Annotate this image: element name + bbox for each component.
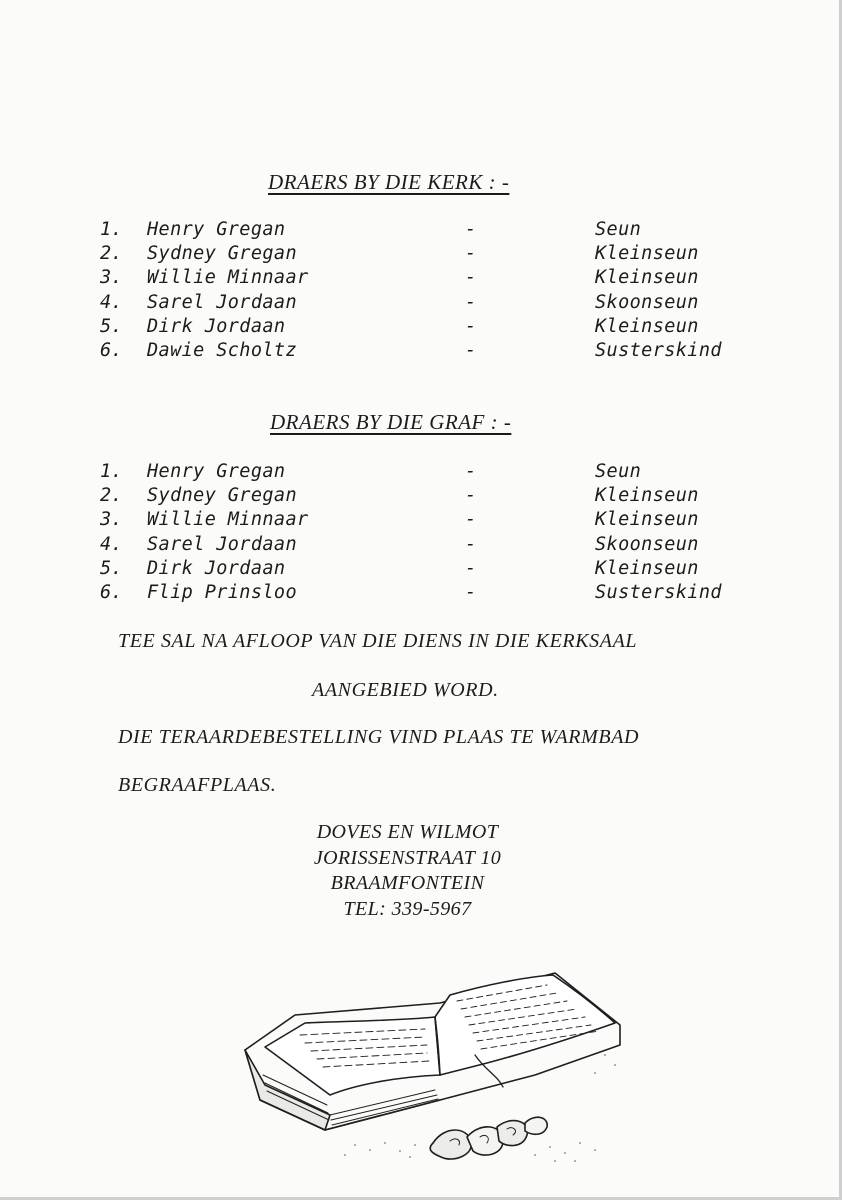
row-number: 2. xyxy=(100,485,123,507)
grave-bearer-row xyxy=(100,533,760,557)
bearer-name: Dawie Scholtz xyxy=(147,339,297,361)
row-number: 5. xyxy=(100,315,123,337)
undertaker-name: DOVES EN WILMOT xyxy=(316,821,499,843)
relationship: Kleinseun xyxy=(595,267,699,289)
bearer-name: Henry Gregan xyxy=(147,461,286,482)
row-number: 3. xyxy=(100,267,123,289)
bearer-name: Flip Prinsloo xyxy=(147,581,297,603)
row-number: 4. xyxy=(100,291,123,313)
relationship: Kleinseun xyxy=(595,315,699,337)
separator-dash: - xyxy=(465,557,477,579)
tea-announcement-line-1: TEE SAL NA AFLOOP VAN DIE DIENS IN DIE KERKSAAL xyxy=(118,630,638,652)
bearer-name: Sarel Jordaan xyxy=(147,291,297,313)
relationship: Seun xyxy=(595,461,642,482)
separator-dash: - xyxy=(465,485,477,507)
bearer-name: Henry Gregan xyxy=(147,219,286,240)
separator-dash: - xyxy=(465,533,477,555)
row-number: 1. xyxy=(100,219,123,240)
separator-dash: - xyxy=(465,461,477,482)
grave-bearer-row xyxy=(100,557,760,581)
grave-bearer-row xyxy=(100,508,760,532)
bearer-name: Sarel Jordaan xyxy=(147,533,297,555)
relationship: Susterskind xyxy=(595,339,722,361)
undertaker-street: JORISSENSTRAAT 10 xyxy=(313,846,502,869)
church-bearer-row xyxy=(100,339,760,363)
separator-dash: - xyxy=(465,291,477,313)
tea-announcement-line-2: AANGEBIED WORD. xyxy=(312,679,499,701)
grave-bearer-row xyxy=(100,581,760,605)
bearer-name: Dirk Jordaan xyxy=(147,315,286,337)
bearer-name: Willie Minnaar xyxy=(147,267,309,289)
relationship: Kleinseun xyxy=(595,509,699,531)
church-bearer-row xyxy=(100,315,760,339)
separator-dash: - xyxy=(465,267,477,289)
church-bearers-heading: DRAERS BY DIE KERK : - xyxy=(268,170,510,194)
grave-bearer-row xyxy=(100,460,760,484)
bearer-name: Dirk Jordaan xyxy=(147,557,286,579)
church-bearer-row xyxy=(100,266,760,290)
row-number: 1. xyxy=(100,461,123,482)
relationship: Kleinseun xyxy=(595,243,699,265)
row-number: 6. xyxy=(100,339,123,361)
separator-dash: - xyxy=(465,339,477,361)
burial-announcement-line-2: BEGRAAFPLAAS. xyxy=(118,774,277,796)
undertaker-address xyxy=(280,820,535,922)
row-number: 3. xyxy=(100,509,123,531)
grave-bearers-heading: DRAERS BY DIE GRAF : - xyxy=(270,410,512,434)
separator-dash: - xyxy=(465,243,477,265)
separator-dash: - xyxy=(465,315,477,337)
open-bible-icon xyxy=(235,955,635,1170)
relationship: Kleinseun xyxy=(595,557,699,579)
burial-announcement-line-1: DIE TERAARDEBESTELLING VIND PLAAS TE WARMBAD xyxy=(118,726,640,748)
separator-dash: - xyxy=(465,509,477,531)
bearer-name: Sydney Gregan xyxy=(147,243,297,265)
relationship: Kleinseun xyxy=(595,485,699,507)
undertaker-suburb: BRAAMFONTEIN xyxy=(330,872,485,894)
row-number: 6. xyxy=(100,581,123,603)
row-number: 4. xyxy=(100,533,123,555)
grave-bearers-list xyxy=(100,460,760,605)
church-bearer-row xyxy=(100,218,760,242)
separator-dash: - xyxy=(465,581,477,603)
relationship: Skoonseun xyxy=(595,291,699,313)
relationship: Susterskind xyxy=(595,581,722,603)
row-number: 5. xyxy=(100,557,123,579)
separator-dash: - xyxy=(465,219,477,240)
grave-bearer-row xyxy=(100,484,760,508)
church-bearer-row xyxy=(100,242,760,266)
church-bearer-row xyxy=(100,291,760,315)
row-number: 2. xyxy=(100,243,123,265)
relationship: Skoonseun xyxy=(595,533,699,555)
bearer-name: Willie Minnaar xyxy=(147,509,309,531)
relationship: Seun xyxy=(595,219,642,240)
undertaker-phone: TEL: 339-5967 xyxy=(343,897,472,920)
bearer-name: Sydney Gregan xyxy=(147,485,297,507)
church-bearers-list xyxy=(100,218,760,363)
